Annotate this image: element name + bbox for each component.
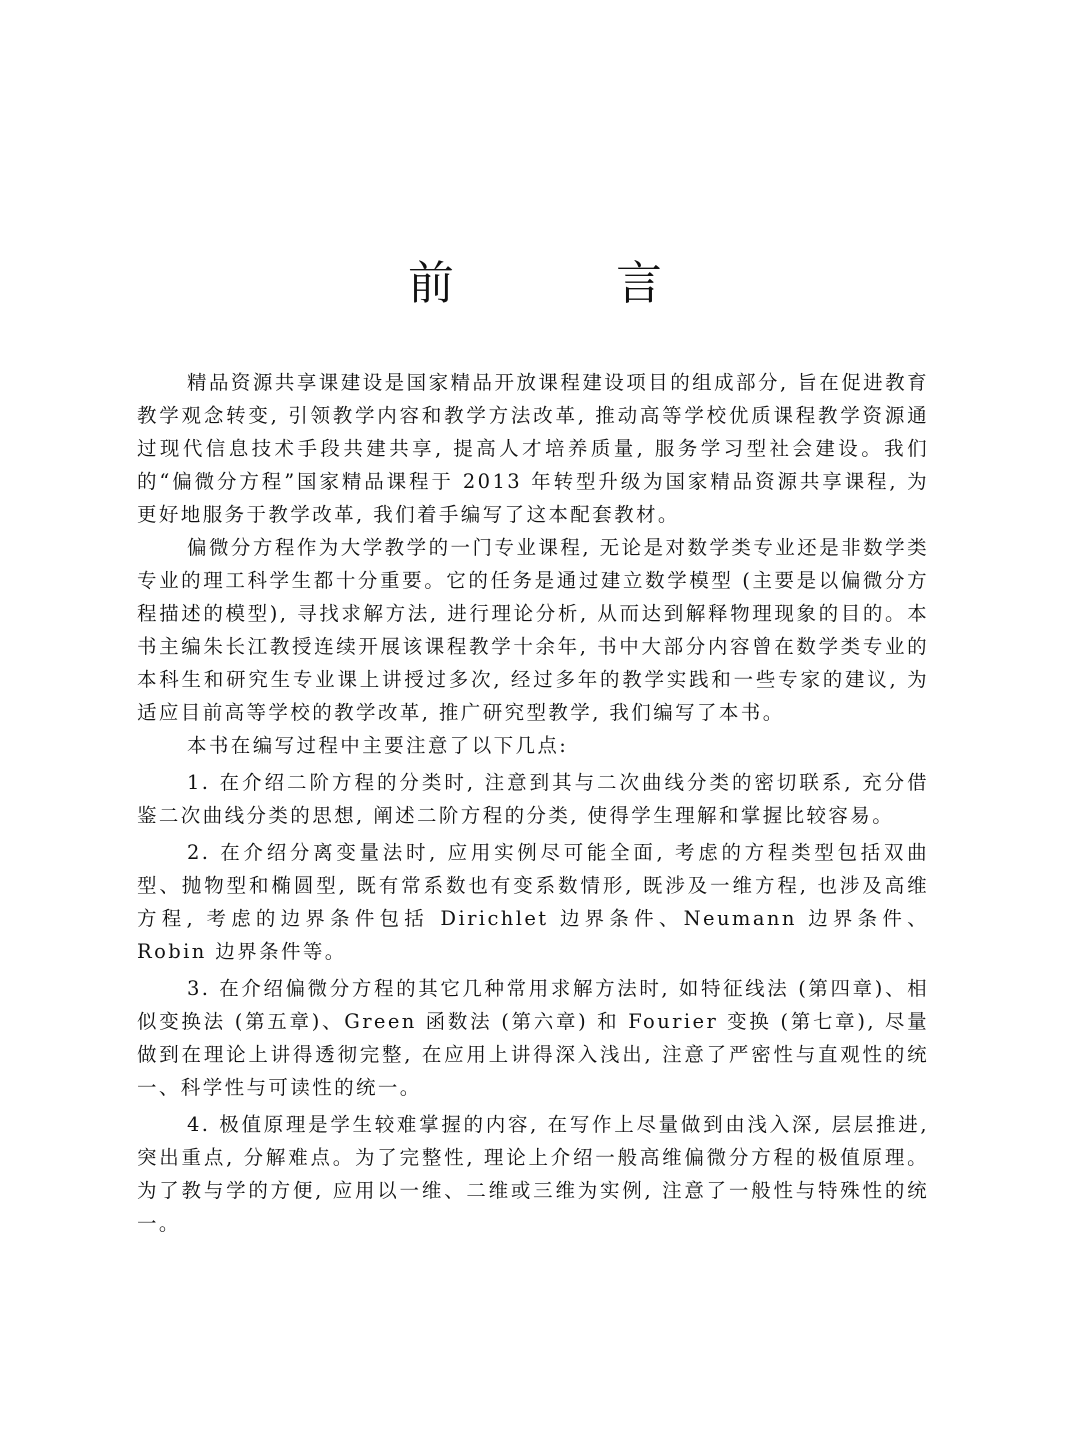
body-text bbox=[137, 366, 929, 1240]
list-item-1: 1. 在介绍二阶方程的分类时, 注意到其与二次曲线分类的密切联系, 充分借鉴二次曲线分类的思想, 阐述二阶方程的分类, 使得学生理解和掌握比较容易。 bbox=[137, 771, 929, 827]
list-item-2: 2. 在介绍分离变量法时, 应用实例尽可能全面, 考虑的方程类型包括双曲型、抛物型和椭圆型, 既有常系数也有变系数情形, 既涉及一维方程, 也涉及高维方程, 考虑的边界条件包括 Dirichlet 边界条件、Neumann 边界条件、Robin 边界条件等。 bbox=[137, 841, 929, 963]
page-title: 前 言 bbox=[408, 256, 720, 310]
paragraph-course: 偏微分方程作为大学教学的一门专业课程, 无论是对数学类专业还是非数学类专业的理工科学生都十分重要。它的任务是通过建立数学模型 (主要是以偏微分方程描述的模型), 寻找求解方法, 进行理论分析, 从而达到解释物理现象的目的。本书主编朱长江教授连续开展该课程教学十余年, 书中大部分内容曾在数学类专业的本科生和研究生专业课上讲授过多次, 经过多年的教学实践和一些专家的建议, 为适应目前高等学校的教学改革, 推广研究型教学, 我们编写了本书。 bbox=[137, 536, 929, 724]
list-item-4: 4. 极值原理是学生较难掌握的内容, 在写作上尽量做到由浅入深, 层层推进, 突出重点, 分解难点。为了完整性, 理论上介绍一般高维偏微分方程的极值原理。为了教与学的方便, 应用以一维、二维或三维为实例, 注意了一般性与特殊性的统一。 bbox=[137, 1113, 929, 1235]
list-item-3: 3. 在介绍偏微分方程的其它几种常用求解方法时, 如特征线法 (第四章)、相似变换法 (第五章)、Green 函数法 (第六章) 和 Fourier 变换 (第七章), 尽量做到在理论上讲得透彻完整, 在应用上讲得深入浅出, 注意了严密性与直观性的统一、科学性与可读性的统一。 bbox=[137, 977, 929, 1099]
paragraph-intro: 精品资源共享课建设是国家精品开放课程建设项目的组成部分, 旨在促进教育教学观念转变, 引领教学内容和教学方法改革, 推动高等学校优质课程教学资源通过现代信息技术手段共建共享, 提高人才培养质量, 服务学习型社会建设。我们的“偏微分方程”国家精品课程于 2013 年转型升级为国家精品资源共享课程, 为更好地服务于教学改革, 我们着手编写了这本配套教材。 bbox=[137, 371, 929, 526]
paragraph-points-intro: 本书在编写过程中主要注意了以下几点: bbox=[187, 734, 569, 757]
